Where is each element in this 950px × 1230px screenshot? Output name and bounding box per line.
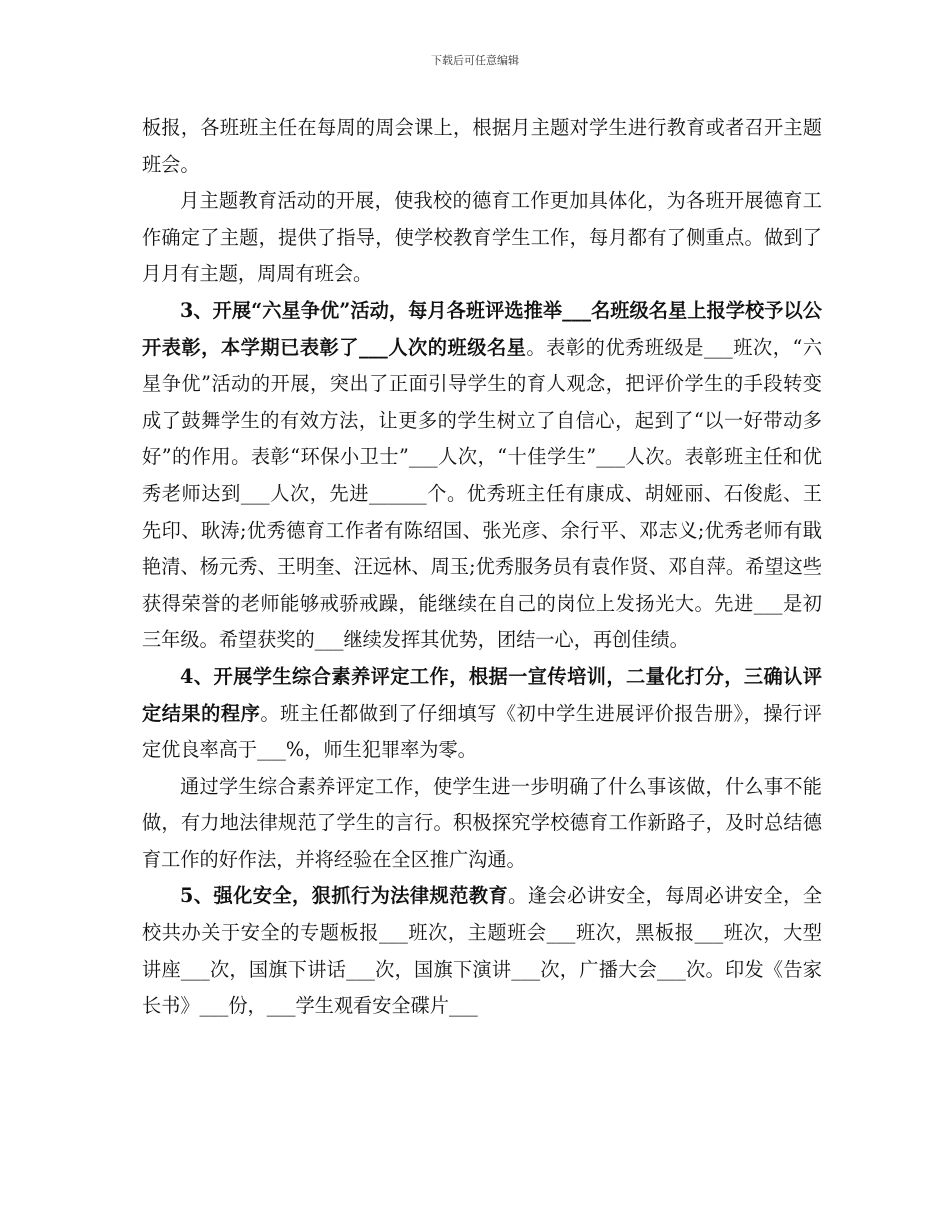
paragraph-text: 板报，各班班主任在每周的周会课上，根据月主题对学生进行教育或者召开主题班会。	[142, 116, 822, 176]
paragraph-text: 。表彰的优秀班级是___班次，“六星争优”活动的开展，突出了正面引导学生的育人观念，把评价学生的手段转变成了鼓舞学生的有效方法，让更多的学生树立了自信心，起到了“以一好带动多好”的作用。表彰“环保小卫士”___人次，“十佳学生”___人次。表彰班主任和优秀老师达到___人次，先进______个。优秀班主任有康成、胡娅丽、石俊彪、王先印、耿涛;优秀德育工作者有陈绍国、张光彦、余行平、邓志义;优秀老师有戢艳清、杨元秀、王明奎、汪远林、周玉;优秀服务员有袁作贤、邓自萍。希望这些获得荣誉的老师能够戒骄戒躁，能继续在自己的岗位上发扬光大。先进___是初三年级。希望获奖的___继续发挥其优势，团结一心，再创佳绩。	[142, 335, 823, 652]
paragraph-section-5	[142, 878, 822, 1024]
paragraph-text: 通过学生综合素养评定工作，使学生进一步明确了什么事该做，什么事不能做，有力地法律规范了学生的言行。积极探究学校德育工作新路子，及时总结德育工作的好作法，并将经验在全区推广沟通。	[142, 774, 822, 871]
paragraph-evaluation-result	[142, 769, 822, 879]
paragraph-text: 。逢会必讲安全，每周必讲安全，全校共办关于安全的专题板报___班次，主题班会___班次，黑板报___班次，大型讲座___次，国旗下讲话___次，国旗下演讲___次，广播大会___次。印发《告家长书》___份，___学生观看安全碟片___	[142, 884, 823, 1018]
paragraph-text: 。班主任都做到了仔细填写《初中学生进展评价报告册》，操行评定优良率高于___%，师生犯罪率为零。	[142, 701, 822, 762]
paragraph-monthly-theme	[142, 183, 822, 293]
document-body	[142, 110, 822, 1025]
page-header: 下载后可任意编辑	[431, 54, 519, 67]
section-heading: 5、强化安全，狠抓行为法律规范教育	[180, 884, 509, 908]
section-heading: 3、开展“六星争优”活动，每月各班评选推举___名班级名星上报学校予以公开表彰，本学期已表彰了___人次的班级名星	[142, 298, 822, 359]
paragraph-continuation	[142, 110, 822, 183]
paragraph-section-3	[142, 293, 822, 659]
section-heading: 4、开展学生综合素养评定工作，根据一宣传培训，二量化打分，三确认评定结果的程序	[142, 664, 822, 725]
paragraph-section-4	[142, 659, 822, 769]
paragraph-text: 月主题教育活动的开展，使我校的德育工作更加具体化，为各班开展德育工作确定了主题，提供了指导，使学校教育学生工作，每月都有了侧重点。做到了月月有主题，周周有班会。	[142, 189, 822, 286]
